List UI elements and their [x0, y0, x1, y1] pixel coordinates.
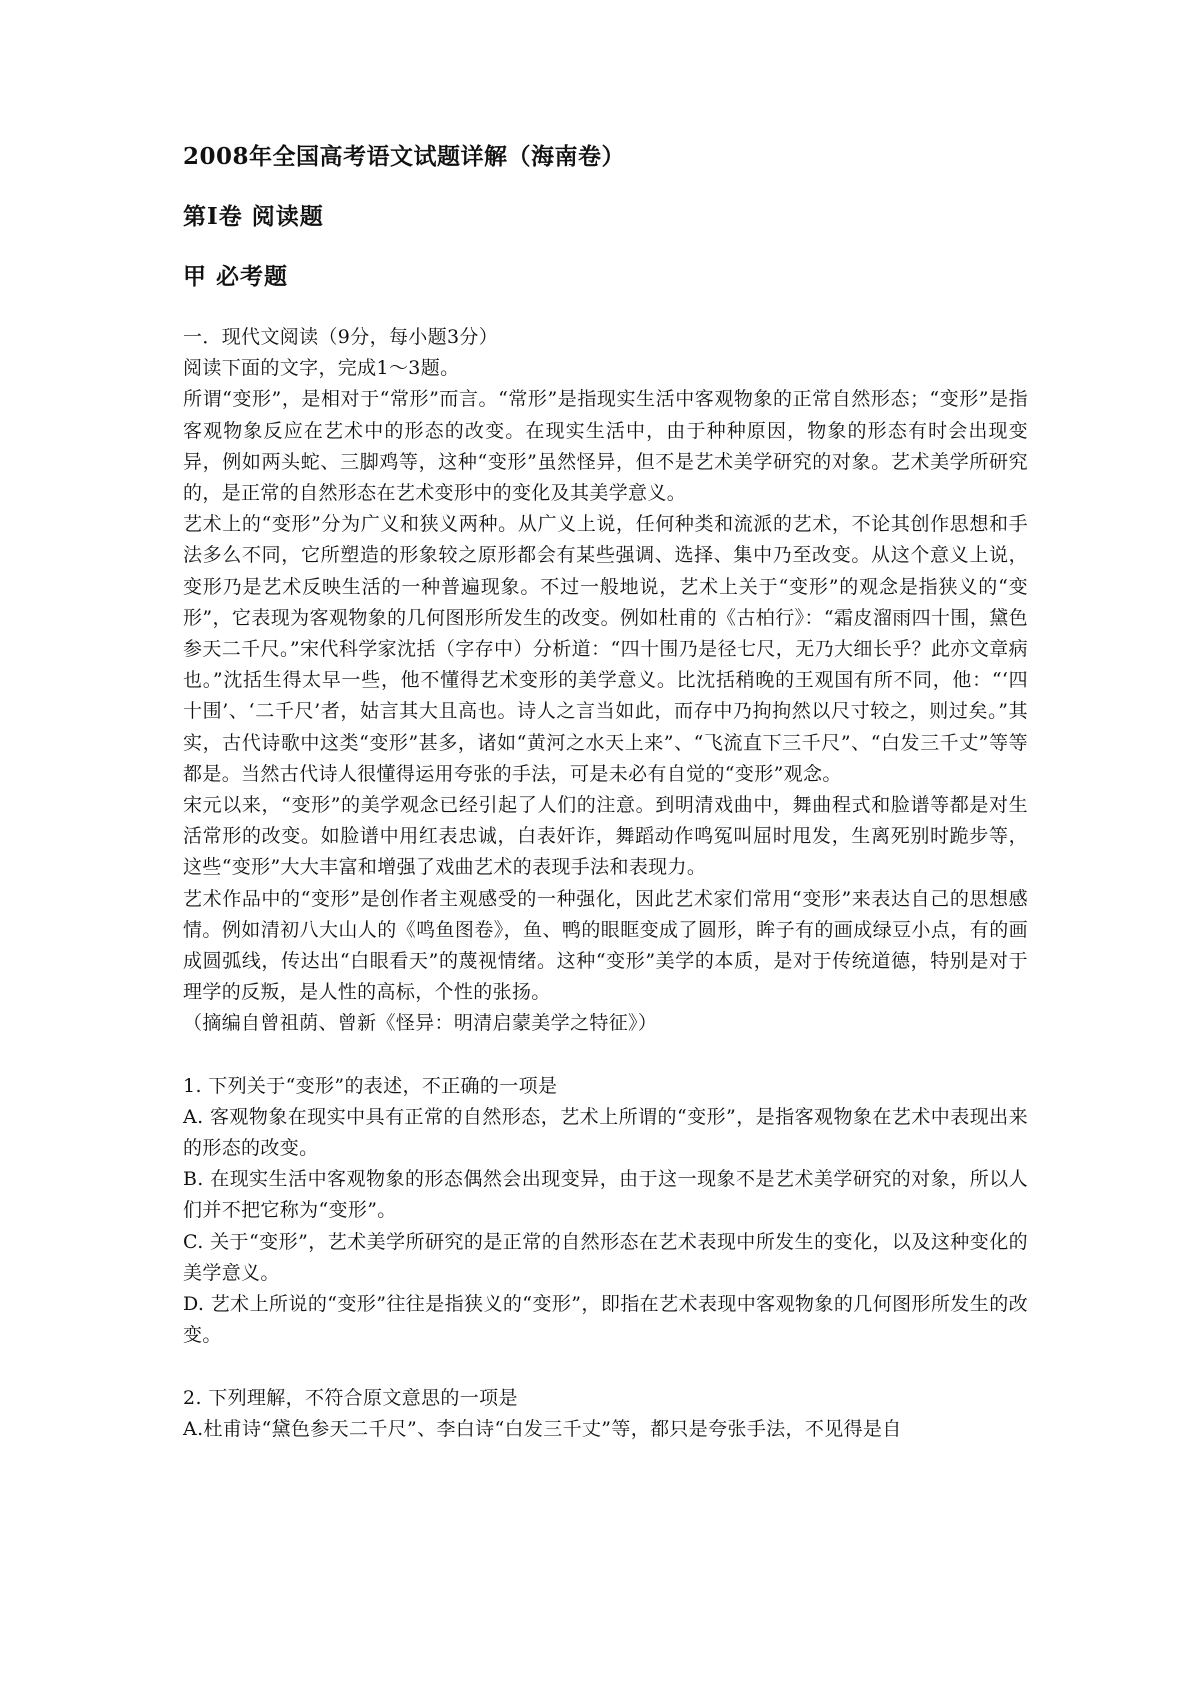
exam-document — [183, 142, 1028, 1445]
question-option: A. 客观物象在现实中具有正常的自然形态，艺术上所谓的“变形”，是指客观物象在艺术中表现出来的形态的改变。 — [183, 1105, 1028, 1160]
reading-instruction: 阅读下面的文字，完成1～3题。 — [183, 357, 460, 380]
volume-heading: 第Ⅰ卷 阅读题 — [183, 203, 324, 230]
blank-line — [183, 1040, 1028, 1071]
document-title: 2008年全国高考语文试题详解（海南卷） — [183, 143, 626, 170]
passage-paragraph: 艺术上的“变形”分为广义和狭义两种。从广义上说，任何种类和流派的艺术，不论其创作思想和手法多么不同，它所塑造的形象较之原形都会有某些强调、选择、集中乃至改变。从这个意义上说，变形乃是艺术反映生活的一种普遍现象。不过一般地说，艺术上关于“变形”的观念是指狭义的“变形”，它表现为客观物象的几何图形所发生的改变。例如杜甫的《古柏行》：“霜皮溜雨四十围，黛色参天二千尺。”宋代科学家沈括（字存中）分析道：“四十围乃是径七尺，无乃大细长乎？此亦文章病也。”沈括生得太早一些，他不懂得艺术变形的美学意义。比沈括稍晚的王观国有所不同，他：“‘四十围’、‘二千尺’者，姑言其大且高也。诗人之言当如此，而存中乃拘拘然以尺寸较之，则过矣。”其实，古代诗歌中这类“变形”甚多，诸如“黄河之水天上来”、“飞流直下三千尺”、“白发三千丈”等等都是。当然古代诗人很懂得运用夸张的手法，可是未必有自觉的“变形”观念。 — [183, 513, 1028, 785]
document-body — [183, 322, 1028, 1445]
passage-source: （摘编自曾祖荫、曾新《怪异：明清启蒙美学之特征》） — [183, 1012, 658, 1035]
question-option: A.杜甫诗“黛色参天二千尺”、李白诗“白发三千丈”等，都只是夸张手法，不见得是自 — [183, 1417, 902, 1440]
question-option: D. 艺术上所说的“变形”往往是指狭义的“变形”，即指在艺术表现中客观物象的几何图形所发生的改变。 — [183, 1293, 1028, 1347]
part-heading: 甲 必考题 — [183, 263, 289, 290]
question-stem: 2. 下列理解，不符合原文意思的一项是 — [183, 1386, 518, 1409]
blank-line — [183, 1352, 1028, 1383]
question-option: C. 关于“变形”，艺术美学所研究的是正常的自然形态在艺术表现中所发生的变化，以及这种变化的美学意义。 — [183, 1230, 1028, 1284]
passage-paragraph: 所谓“变形”，是相对于“常形”而言。“常形”是指现实生活中客观物象的正常自然形态；“变形”是指客观物象反应在艺术中的形态的改变。在现实生活中，由于种种原因，物象的形态有时会出现变异，例如两头蛇、三脚鸡等，这种“变形”虽然怪异，但不是艺术美学研究的对象。艺术美学所研究的，是正常的自然形态在艺术变形中的变化及其美学意义。 — [183, 388, 1028, 505]
question-stem: 1. 下列关于“变形”的表述，不正确的一项是 — [183, 1074, 558, 1097]
question-option: B. 在现实生活中客观物象的形态偶然会出现变异，由于这一现象不是艺术美学研究的对象，所以人们并不把它称为“变形”。 — [183, 1168, 1028, 1222]
passage-paragraph: 宋元以来，“变形”的美学观念已经引起了人们的注意。到明清戏曲中，舞曲程式和脸谱等都是对生活常形的改变。如脸谱中用红表忠诚，白表奸诈，舞蹈动作鸣冤叫屈时甩发，生离死别时跪步等，这些“变形”大大丰富和增强了戏曲艺术的表现手法和表现力。 — [183, 794, 1028, 879]
passage-paragraph: 艺术作品中的“变形”是创作者主观感受的一种强化，因此艺术家们常用“变形”来表达自己的思想感情。例如清初八大山人的《鸣鱼图卷》，鱼、鸭的眼眶变成了圆形，眸子有的画成绿豆小点，有的画成圆弧线，传达出“白眼看天”的蔑视情绪。这种“变形”美学的本质，是对于传统道德，特别是对于理学的反叛，是人性的高标，个性的张扬。 — [183, 887, 1028, 1004]
section-heading: 一．现代文阅读（9分，每小题3分） — [183, 326, 499, 348]
